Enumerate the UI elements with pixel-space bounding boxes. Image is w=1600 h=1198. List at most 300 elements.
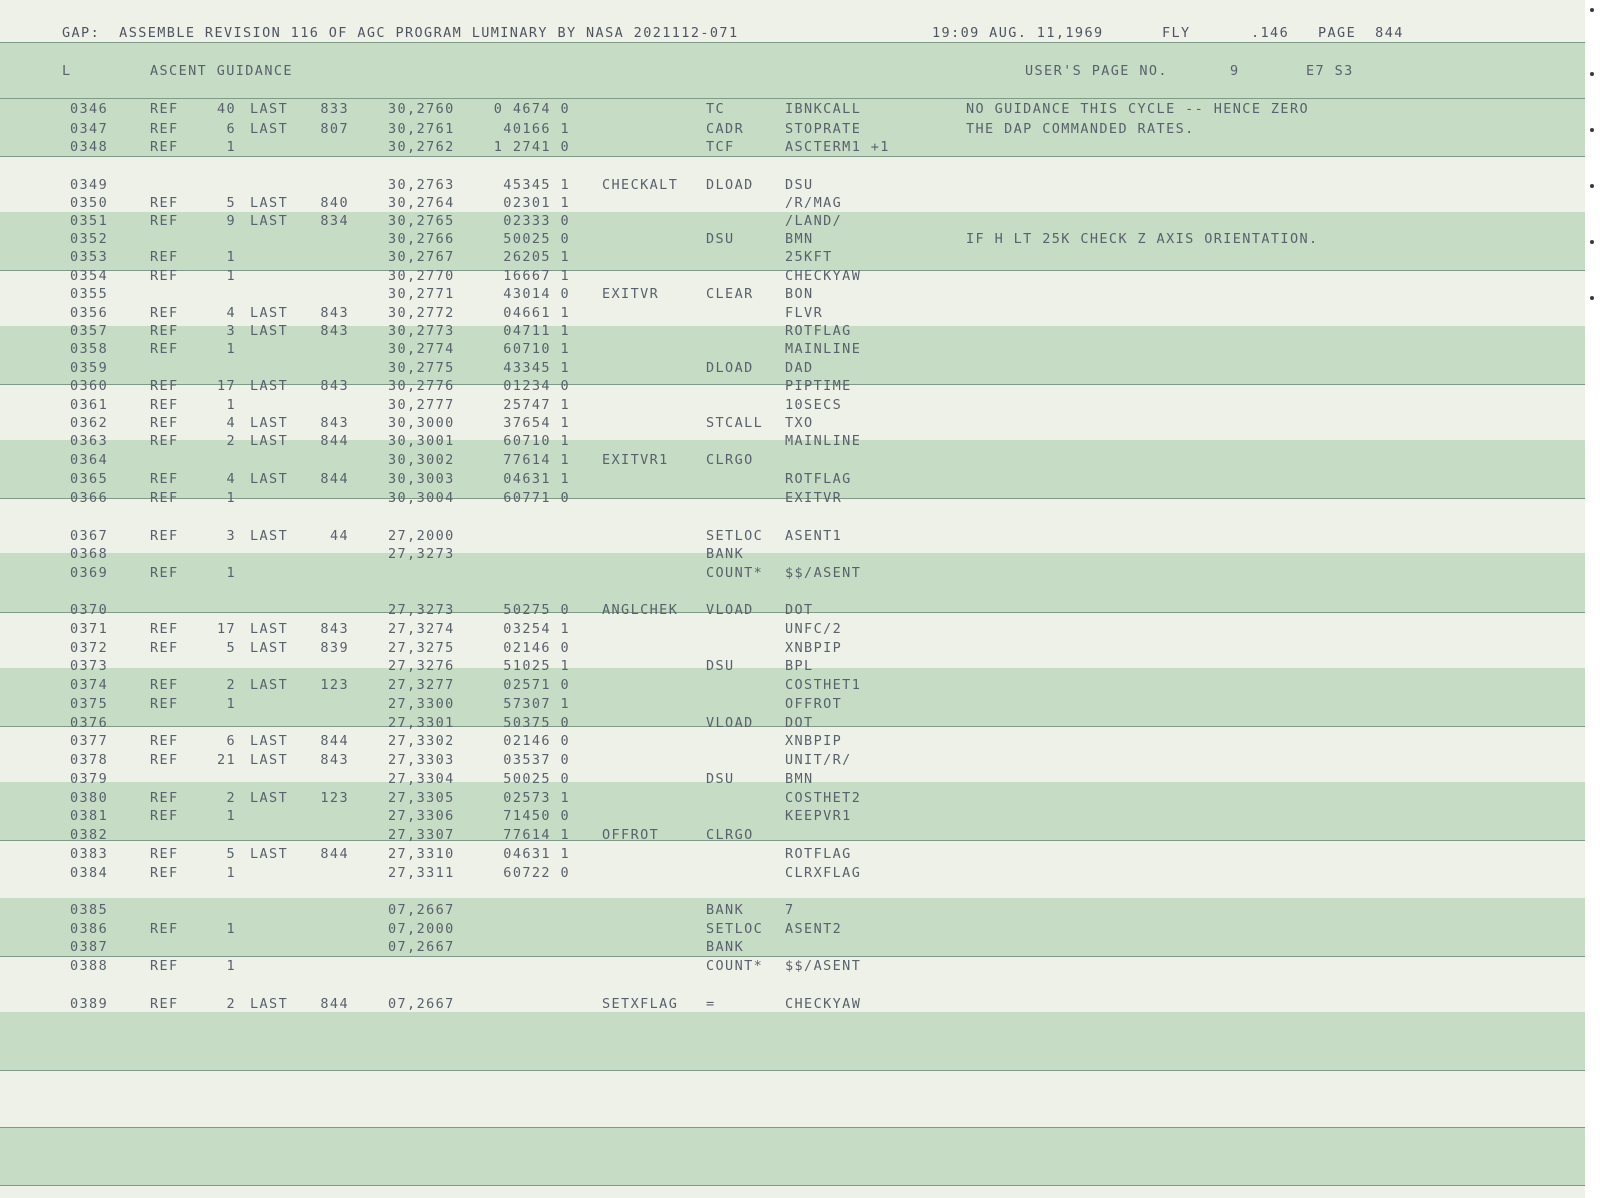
cell-label: CHECKALT <box>602 177 679 193</box>
cell-addr: 30,3000 <box>388 415 455 431</box>
cell-addr: 30,2765 <box>388 213 455 229</box>
cell-last: LAST <box>250 433 289 449</box>
cell-last: LAST <box>250 378 289 394</box>
cell-addr: 30,2761 <box>388 121 455 137</box>
cell-op: SETLOC <box>706 921 764 937</box>
cell-word: 02146 0 <box>503 733 570 749</box>
cell-line: 0355 <box>70 286 109 302</box>
cell-ref: REF <box>150 921 179 937</box>
cell-line: 0386 <box>70 921 109 937</box>
cell-addr: 30,2764 <box>388 195 455 211</box>
cell-word: 60710 1 <box>503 341 570 357</box>
section-title: ASCENT GUIDANCE <box>150 63 293 79</box>
log-mark: L <box>62 63 72 79</box>
cell-operand: $$/ASENT <box>785 565 862 581</box>
cell-addr: 27,3274 <box>388 621 455 637</box>
cell-lastv: 844 <box>320 846 349 862</box>
cell-count: 17 <box>216 621 236 637</box>
cell-operand: DOT <box>785 602 814 618</box>
fly-flag: FLY <box>1162 25 1191 41</box>
cell-line: 0356 <box>70 305 109 321</box>
cell-operand: CHECKYAW <box>785 996 862 1012</box>
cell-operand: BMN <box>785 231 814 247</box>
cell-operand: BPL <box>785 658 814 674</box>
feed-hole <box>1590 8 1594 12</box>
band-rule <box>0 42 1585 43</box>
cell-count: 3 <box>226 323 236 339</box>
cell-addr: 27,3273 <box>388 546 455 562</box>
cell-line: 0364 <box>70 452 109 468</box>
cell-word: 43345 1 <box>503 360 570 376</box>
cell-last: LAST <box>250 121 289 137</box>
cell-ref: REF <box>150 677 179 693</box>
cell-operand: CHECKYAW <box>785 268 862 284</box>
cell-word: 45345 1 <box>503 177 570 193</box>
cell-line: 0354 <box>70 268 109 284</box>
band-rule <box>0 98 1585 99</box>
cell-line: 0373 <box>70 658 109 674</box>
cell-word: 60710 1 <box>503 433 570 449</box>
cell-operand: /R/MAG <box>785 195 843 211</box>
cell-operand: /LAND/ <box>785 213 843 229</box>
cell-lastv: 834 <box>320 213 349 229</box>
cell-ref: REF <box>150 139 179 155</box>
cell-line: 0384 <box>70 865 109 881</box>
cell-line: 0369 <box>70 565 109 581</box>
cell-op: DSU <box>706 231 735 247</box>
cell-line: 0357 <box>70 323 109 339</box>
cell-label: ANGLCHEK <box>602 602 679 618</box>
page-number: PAGE 844 <box>1318 25 1404 41</box>
cell-lastv: 843 <box>320 621 349 637</box>
cell-count: 1 <box>226 397 236 413</box>
cell-last: LAST <box>250 733 289 749</box>
cell-ref: REF <box>150 996 179 1012</box>
cell-word: 02146 0 <box>503 640 570 656</box>
cell-addr: 30,2766 <box>388 231 455 247</box>
cell-count: 2 <box>226 790 236 806</box>
cell-last: LAST <box>250 323 289 339</box>
cell-count: 2 <box>226 677 236 693</box>
cell-line: 0371 <box>70 621 109 637</box>
cell-addr: 30,2774 <box>388 341 455 357</box>
cell-op: CADR <box>706 121 745 137</box>
feed-hole <box>1590 184 1594 188</box>
cell-op: SETLOC <box>706 528 764 544</box>
cell-addr: 30,3003 <box>388 471 455 487</box>
cell-addr: 30,2760 <box>388 101 455 117</box>
cell-operand: 10SECS <box>785 397 843 413</box>
cell-count: 6 <box>226 733 236 749</box>
cell-last: LAST <box>250 195 289 211</box>
cell-line: 0367 <box>70 528 109 544</box>
cell-operand: DOT <box>785 715 814 731</box>
cell-count: 4 <box>226 305 236 321</box>
cell-word: 50275 0 <box>503 602 570 618</box>
cell-last: LAST <box>250 640 289 656</box>
cell-count: 1 <box>226 565 236 581</box>
cell-word: 51025 1 <box>503 658 570 674</box>
cell-operand: BMN <box>785 771 814 787</box>
cell-word: 25747 1 <box>503 397 570 413</box>
cell-operand: OFFROT <box>785 696 843 712</box>
cell-last: LAST <box>250 621 289 637</box>
cell-addr: 27,3273 <box>388 602 455 618</box>
green-band <box>0 1012 1585 1070</box>
cell-lastv: 843 <box>320 323 349 339</box>
cell-count: 5 <box>226 846 236 862</box>
cell-line: 0374 <box>70 677 109 693</box>
cell-line: 0383 <box>70 846 109 862</box>
cell-lastv: 843 <box>320 305 349 321</box>
feed-hole <box>1590 72 1594 76</box>
cell-addr: 30,2767 <box>388 249 455 265</box>
cell-line: 0358 <box>70 341 109 357</box>
cell-operand: 7 <box>785 902 795 918</box>
cell-line: 0351 <box>70 213 109 229</box>
cell-op: TCF <box>706 139 735 155</box>
cell-line: 0359 <box>70 360 109 376</box>
cell-ref: REF <box>150 733 179 749</box>
cell-addr: 27,3276 <box>388 658 455 674</box>
cell-ref: REF <box>150 378 179 394</box>
cell-ref: REF <box>150 121 179 137</box>
cell-last: LAST <box>250 213 289 229</box>
cell-op: = <box>706 996 716 1012</box>
cell-line: 0352 <box>70 231 109 247</box>
cell-addr: 27,3300 <box>388 696 455 712</box>
cell-operand: ROTFLAG <box>785 323 852 339</box>
cell-ref: REF <box>150 213 179 229</box>
cell-ref: REF <box>150 268 179 284</box>
cell-addr: 07,2667 <box>388 902 455 918</box>
cell-op: DSU <box>706 771 735 787</box>
cell-last: LAST <box>250 415 289 431</box>
cell-line: 0388 <box>70 958 109 974</box>
cell-op: TC <box>706 101 726 117</box>
cell-lastv: 123 <box>320 677 349 693</box>
cell-word: 50025 0 <box>503 771 570 787</box>
cell-ref: REF <box>150 808 179 824</box>
cell-addr: 30,3001 <box>388 433 455 449</box>
cell-last: LAST <box>250 752 289 768</box>
cell-addr: 27,3306 <box>388 808 455 824</box>
cell-lastv: 843 <box>320 378 349 394</box>
cell-count: 1 <box>226 268 236 284</box>
cell-word: 0 4674 0 <box>493 101 570 117</box>
cell-word: 43014 0 <box>503 286 570 302</box>
cell-word: 71450 0 <box>503 808 570 824</box>
cell-word: 03537 0 <box>503 752 570 768</box>
cell-count: 1 <box>226 490 236 506</box>
cell-lastv: 843 <box>320 752 349 768</box>
cell-count: 4 <box>226 471 236 487</box>
cell-line: 0376 <box>70 715 109 731</box>
cell-ref: REF <box>150 323 179 339</box>
cell-ref: REF <box>150 415 179 431</box>
log-section-code: E7 S3 <box>1306 63 1354 79</box>
cell-lastv: 839 <box>320 640 349 656</box>
cell-count: 1 <box>226 865 236 881</box>
cell-ref: REF <box>150 397 179 413</box>
cell-operand: MAINLINE <box>785 341 862 357</box>
cell-count: 2 <box>226 996 236 1012</box>
cell-addr: 30,2762 <box>388 139 455 155</box>
cell-word: 60722 0 <box>503 865 570 881</box>
cell-operand: CLRXFLAG <box>785 865 862 881</box>
cell-last: LAST <box>250 996 289 1012</box>
cell-lastv: 843 <box>320 415 349 431</box>
cell-operand: IBNKCALL <box>785 101 862 117</box>
cell-addr: 30,3004 <box>388 490 455 506</box>
cell-operand: UNFC/2 <box>785 621 843 637</box>
cell-last: LAST <box>250 846 289 862</box>
cell-word: 60771 0 <box>503 490 570 506</box>
cell-word: 77614 1 <box>503 452 570 468</box>
cell-count: 21 <box>216 752 236 768</box>
cell-lastv: 844 <box>320 996 349 1012</box>
cell-count: 1 <box>226 341 236 357</box>
cell-line: 0372 <box>70 640 109 656</box>
band-rule <box>0 1127 1585 1128</box>
cell-ref: REF <box>150 490 179 506</box>
cell-last: LAST <box>250 528 289 544</box>
cell-ref: REF <box>150 195 179 211</box>
cell-addr: 07,2667 <box>388 939 455 955</box>
feed-hole <box>1590 240 1594 244</box>
cell-line: 0362 <box>70 415 109 431</box>
cell-last: LAST <box>250 305 289 321</box>
cell-operand: XNBPIP <box>785 733 843 749</box>
cell-ref: REF <box>150 790 179 806</box>
cell-ref: REF <box>150 305 179 321</box>
cell-comment: NO GUIDANCE THIS CYCLE -- HENCE ZERO <box>966 101 1309 117</box>
cell-line: 0382 <box>70 827 109 843</box>
users-page-label: USER'S PAGE NO. <box>1025 63 1168 79</box>
cell-label: SETXFLAG <box>602 996 679 1012</box>
cell-count: 5 <box>226 640 236 656</box>
cell-line: 0368 <box>70 546 109 562</box>
cell-op: DSU <box>706 658 735 674</box>
cell-operand: DAD <box>785 360 814 376</box>
cell-addr: 30,2763 <box>388 177 455 193</box>
cell-op: CLRGO <box>706 827 754 843</box>
cell-operand: ASENT2 <box>785 921 843 937</box>
cell-addr: 27,3277 <box>388 677 455 693</box>
cell-addr: 07,2000 <box>388 921 455 937</box>
cell-operand: COSTHET2 <box>785 790 862 806</box>
cell-comment: IF H LT 25K CHECK Z AXIS ORIENTATION. <box>966 231 1319 247</box>
cell-operand: FLVR <box>785 305 824 321</box>
cell-ref: REF <box>150 752 179 768</box>
cell-addr: 27,2000 <box>388 528 455 544</box>
cell-operand: ROTFLAG <box>785 471 852 487</box>
cell-operand: KEEPVR1 <box>785 808 852 824</box>
feed-hole <box>1590 128 1594 132</box>
cell-word: 40166 1 <box>503 121 570 137</box>
cell-operand: MAINLINE <box>785 433 862 449</box>
cell-line: 0380 <box>70 790 109 806</box>
cell-line: 0370 <box>70 602 109 618</box>
cell-lastv: 844 <box>320 433 349 449</box>
cell-count: 1 <box>226 139 236 155</box>
cell-last: LAST <box>250 471 289 487</box>
cell-operand: STOPRATE <box>785 121 862 137</box>
cell-op: BANK <box>706 902 745 918</box>
tractor-feed-strip <box>1585 0 1600 1198</box>
cell-operand: 25KFT <box>785 249 833 265</box>
cell-addr: 27,3275 <box>388 640 455 656</box>
assembly-title: GAP: ASSEMBLE REVISION 116 OF AGC PROGRAM LUMINARY BY NASA 2021112-071 <box>62 25 739 41</box>
cell-op: CLEAR <box>706 286 754 302</box>
band-rule <box>0 840 1585 841</box>
cell-addr: 30,2770 <box>388 268 455 284</box>
cell-count: 9 <box>226 213 236 229</box>
cell-ref: REF <box>150 846 179 862</box>
cell-count: 40 <box>216 101 236 117</box>
band-rule <box>0 1185 1585 1186</box>
cell-addr: 27,3311 <box>388 865 455 881</box>
cell-line: 0349 <box>70 177 109 193</box>
cell-lastv: 833 <box>320 101 349 117</box>
cell-lastv: 44 <box>329 528 349 544</box>
cell-last: LAST <box>250 790 289 806</box>
users-page-number: 9 <box>1230 63 1240 79</box>
cell-operand: TXO <box>785 415 814 431</box>
cell-comment: THE DAP COMMANDED RATES. <box>966 121 1195 137</box>
cell-line: 0385 <box>70 902 109 918</box>
cell-count: 3 <box>226 528 236 544</box>
cell-word: 37654 1 <box>503 415 570 431</box>
cell-line: 0363 <box>70 433 109 449</box>
cell-lastv: 840 <box>320 195 349 211</box>
cell-line: 0377 <box>70 733 109 749</box>
cell-lastv: 807 <box>320 121 349 137</box>
cell-count: 1 <box>226 921 236 937</box>
cell-line: 0348 <box>70 139 109 155</box>
cell-ref: REF <box>150 565 179 581</box>
cell-operand: COSTHET1 <box>785 677 862 693</box>
cell-ref: REF <box>150 471 179 487</box>
cell-line: 0350 <box>70 195 109 211</box>
cell-word: 04631 1 <box>503 471 570 487</box>
cell-addr: 30,2775 <box>388 360 455 376</box>
cell-word: 16667 1 <box>503 268 570 284</box>
cell-lastv: 844 <box>320 733 349 749</box>
cell-word: 57307 1 <box>503 696 570 712</box>
cell-word: 77614 1 <box>503 827 570 843</box>
cell-count: 1 <box>226 696 236 712</box>
cell-operand: ASENT1 <box>785 528 843 544</box>
cell-ref: REF <box>150 696 179 712</box>
cell-op: COUNT* <box>706 565 764 581</box>
cell-ref: REF <box>150 341 179 357</box>
cell-word: 02301 1 <box>503 195 570 211</box>
listing-number: .146 <box>1251 25 1290 41</box>
cell-operand: XNBPIP <box>785 640 843 656</box>
cell-ref: REF <box>150 101 179 117</box>
cell-last: LAST <box>250 677 289 693</box>
cell-word: 04661 1 <box>503 305 570 321</box>
cell-ref: REF <box>150 249 179 265</box>
cell-line: 0347 <box>70 121 109 137</box>
cell-line: 0389 <box>70 996 109 1012</box>
cell-addr: 27,3301 <box>388 715 455 731</box>
cell-ref: REF <box>150 640 179 656</box>
cell-op: VLOAD <box>706 715 754 731</box>
cell-word: 02573 1 <box>503 790 570 806</box>
cell-ref: REF <box>150 433 179 449</box>
cell-word: 02571 0 <box>503 677 570 693</box>
cell-line: 0375 <box>70 696 109 712</box>
cell-lastv: 123 <box>320 790 349 806</box>
cell-word: 50375 0 <box>503 715 570 731</box>
cell-count: 17 <box>216 378 236 394</box>
cell-addr: 27,3304 <box>388 771 455 787</box>
cell-word: 1 2741 0 <box>493 139 570 155</box>
timestamp: 19:09 AUG. 11,1969 <box>932 25 1104 41</box>
cell-count: 1 <box>226 958 236 974</box>
cell-addr: 30,2772 <box>388 305 455 321</box>
cell-word: 04711 1 <box>503 323 570 339</box>
cell-line: 0353 <box>70 249 109 265</box>
band-rule <box>0 156 1585 157</box>
cell-word: 02333 0 <box>503 213 570 229</box>
cell-ref: REF <box>150 958 179 974</box>
cell-line: 0346 <box>70 101 109 117</box>
cell-operand: PIPTIME <box>785 378 852 394</box>
cell-operand: ROTFLAG <box>785 846 852 862</box>
cell-ref: REF <box>150 865 179 881</box>
cell-addr: 27,3307 <box>388 827 455 843</box>
cell-word: 01234 0 <box>503 378 570 394</box>
cell-op: BANK <box>706 546 745 562</box>
cell-line: 0381 <box>70 808 109 824</box>
cell-count: 1 <box>226 808 236 824</box>
cell-operand: ASCTERM1 +1 <box>785 139 890 155</box>
cell-line: 0378 <box>70 752 109 768</box>
cell-line: 0365 <box>70 471 109 487</box>
cell-addr: 27,3303 <box>388 752 455 768</box>
cell-operand: $$/ASENT <box>785 958 862 974</box>
cell-count: 4 <box>226 415 236 431</box>
cell-line: 0379 <box>70 771 109 787</box>
cell-label: EXITVR <box>602 286 660 302</box>
cell-count: 2 <box>226 433 236 449</box>
cell-word: 50025 0 <box>503 231 570 247</box>
cell-count: 1 <box>226 249 236 265</box>
cell-op: DLOAD <box>706 177 754 193</box>
cell-operand: UNIT/R/ <box>785 752 852 768</box>
band-rule <box>0 1070 1585 1071</box>
cell-addr: 30,2771 <box>388 286 455 302</box>
cell-operand: BON <box>785 286 814 302</box>
cell-addr: 30,3002 <box>388 452 455 468</box>
green-band <box>0 1127 1585 1185</box>
cell-addr: 30,2776 <box>388 378 455 394</box>
cell-word: 03254 1 <box>503 621 570 637</box>
cell-addr: 27,3302 <box>388 733 455 749</box>
cell-line: 0361 <box>70 397 109 413</box>
cell-count: 6 <box>226 121 236 137</box>
cell-op: DLOAD <box>706 360 754 376</box>
cell-label: EXITVR1 <box>602 452 669 468</box>
cell-op: COUNT* <box>706 958 764 974</box>
cell-line: 0366 <box>70 490 109 506</box>
cell-last: LAST <box>250 101 289 117</box>
cell-operand: EXITVR <box>785 490 843 506</box>
cell-lastv: 844 <box>320 471 349 487</box>
